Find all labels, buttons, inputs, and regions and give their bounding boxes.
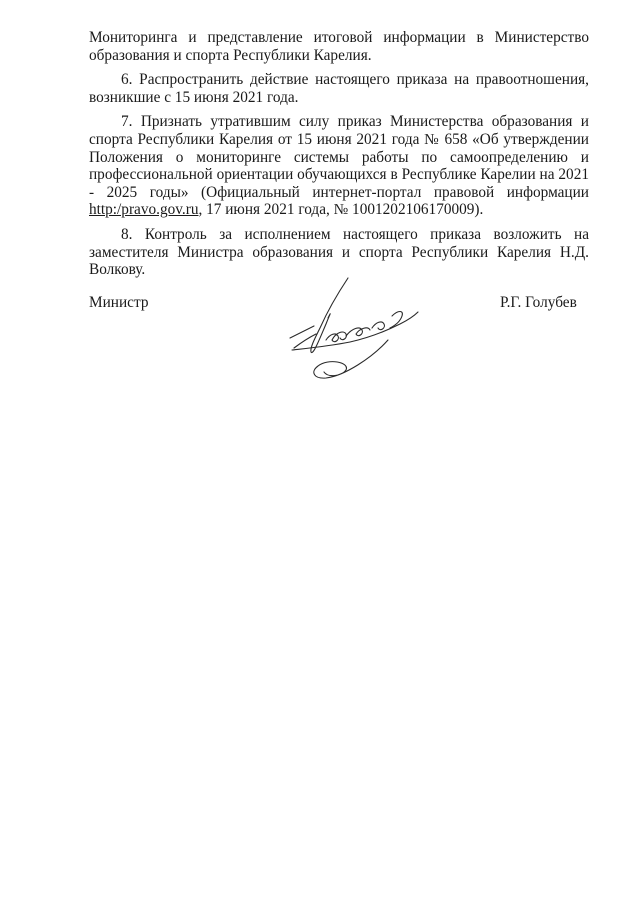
pravo-link[interactable]: http:/pravo.gov.ru — [89, 201, 199, 219]
paragraph-8: 8. Контроль за исполнением настоящего приказа возложить на заместителя Министра образования и спорта Республики Карелия Н.Д. Волкову. — [89, 225, 589, 279]
signatory-name: Р.Г. Голубев — [500, 294, 577, 311]
document-body — [89, 29, 589, 286]
paragraph-7-text: 7. Признать утратившим силу приказ Министерства образования и спорта Республики Карелия от 15 июня 2021 года № 658 «Об утверждении Положения о мониторинге системы работы по самоопределению и профессиональной ориентации обучающихся в Республике Карелии на 2021 - 2025 годы» (Официальный интернет-портал правовой информации — [89, 113, 589, 201]
paragraph-7-tail: , 17 июня 2021 года, № 1001202106170009). — [198, 201, 484, 219]
paragraph-7 — [89, 113, 589, 219]
signature-icon — [280, 266, 430, 391]
paragraph-6: 6. Распространить действие настоящего приказа на правоотношения, возникшие с 15 июня 2021 года. — [89, 71, 589, 106]
paragraph-intro: Мониторинга и представление итоговой информации в Министерство образования и спорта Республики Карелия. — [89, 29, 589, 64]
signatory-title: Министр — [89, 294, 149, 311]
